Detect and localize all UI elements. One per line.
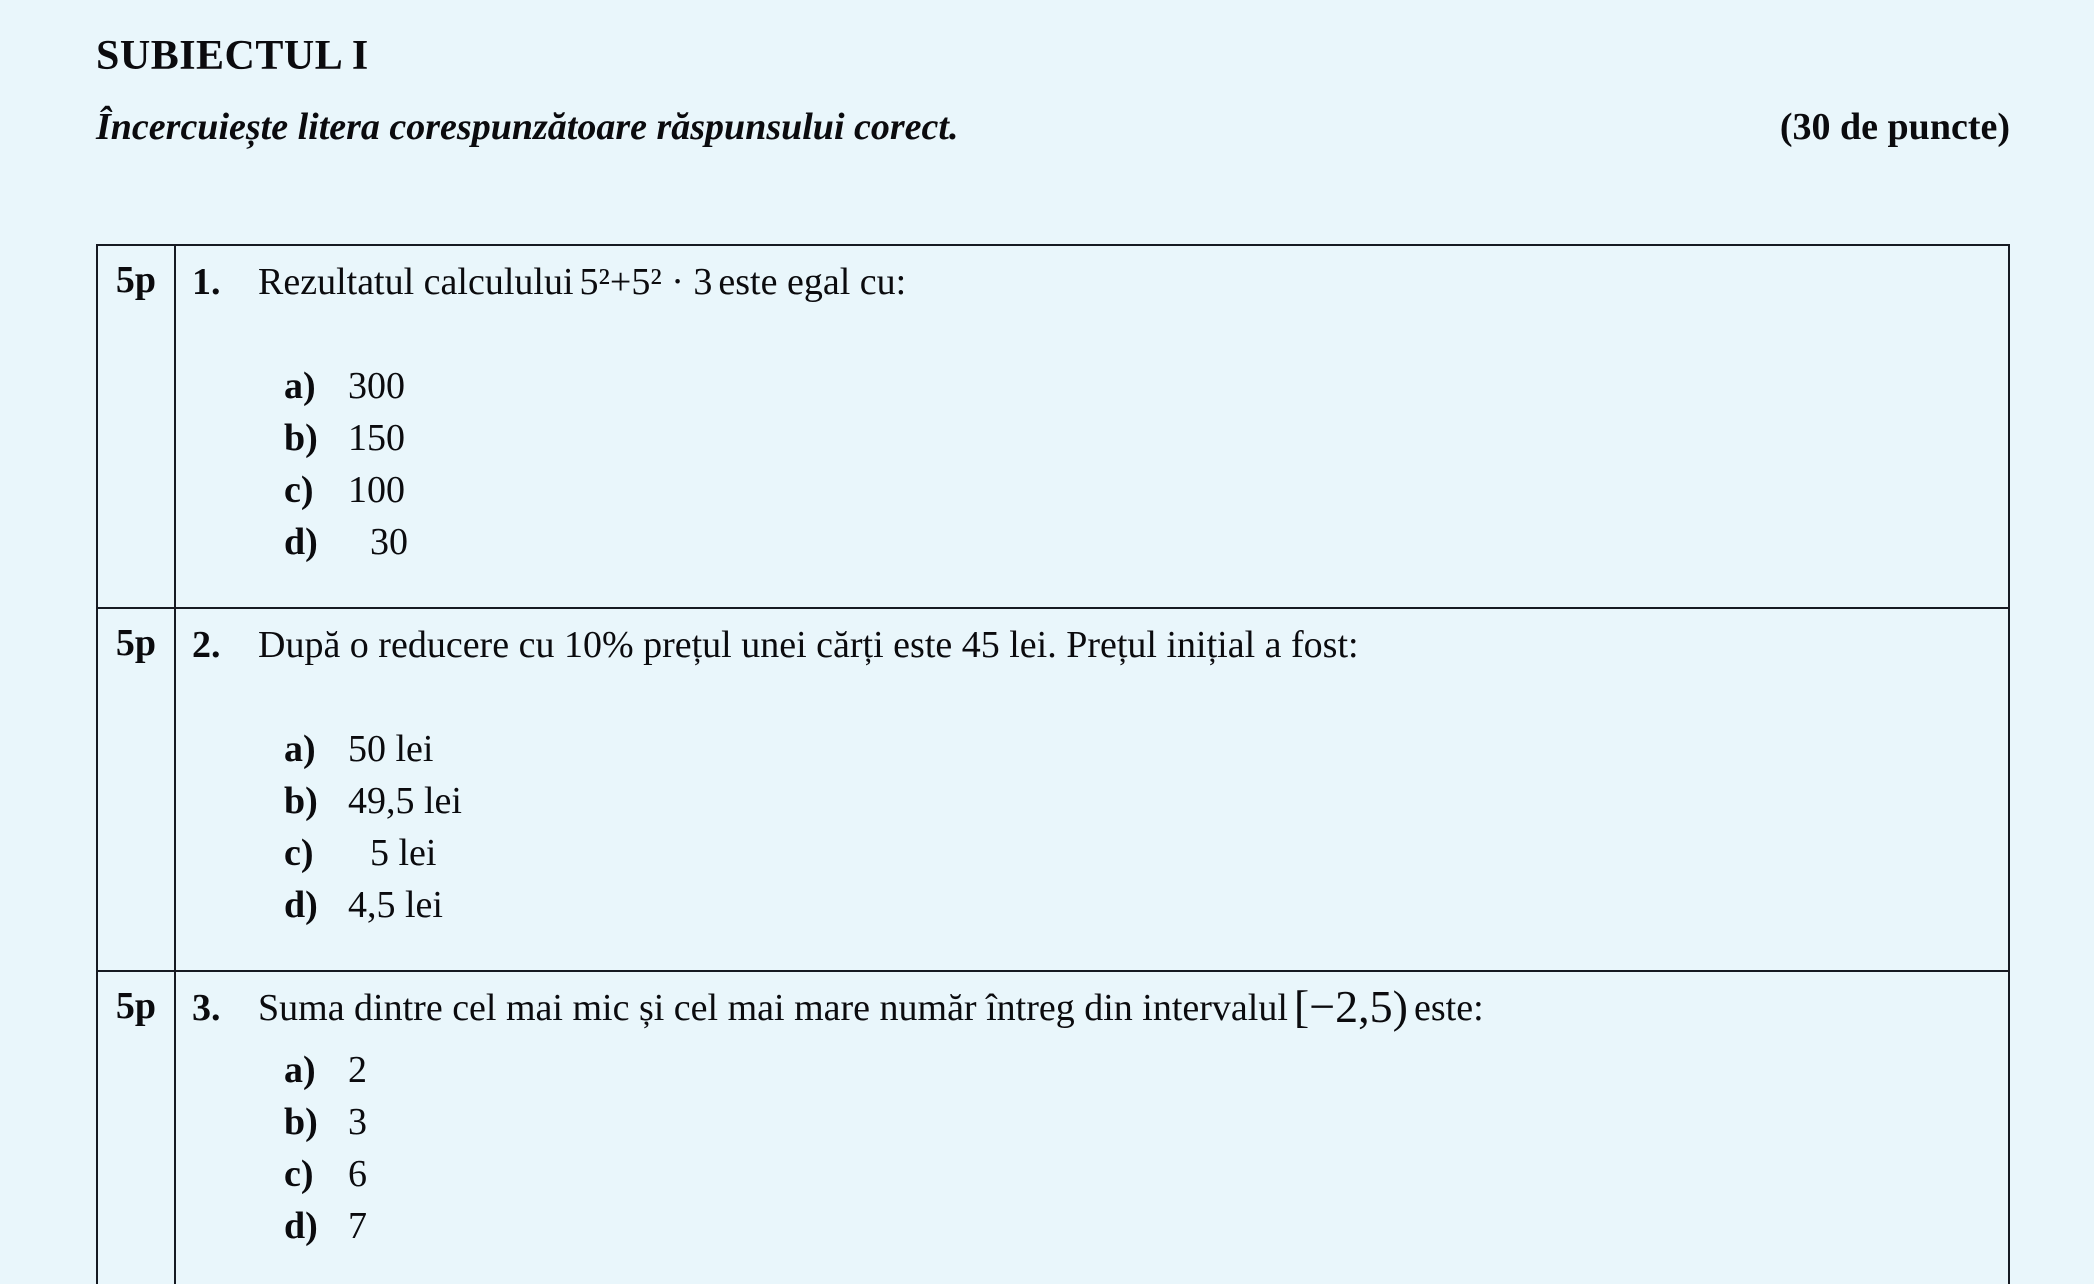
option-1c: [284, 464, 1988, 516]
option-3a-letter: a): [284, 1049, 316, 1091]
option-1c-value: 100: [348, 469, 405, 511]
page-title: SUBIECTUL I: [96, 33, 369, 79]
question-1-text-after: este egal cu:: [718, 261, 907, 303]
option-3c: [284, 1148, 1988, 1200]
question-1-text: [192, 258, 1988, 306]
question-3-options: [192, 1044, 1988, 1252]
question-2-text-before: După o reducere cu 10% prețul unei cărți este 45 lei. Prețul inițial a fost:: [258, 624, 1359, 666]
question-3-number: 3.: [192, 987, 221, 1029]
option-2b-letter: b): [284, 780, 318, 822]
instruction-row: [96, 102, 2010, 152]
option-2a: [284, 723, 1988, 775]
question-1-text-before: Rezultatul calculului: [258, 261, 574, 303]
option-3d-letter: d): [284, 1205, 318, 1247]
question-3-points: 5p: [98, 972, 176, 1284]
option-1a-letter: a): [284, 365, 316, 407]
questions-table: [96, 244, 2010, 1284]
question-row-1: [98, 246, 2008, 607]
question-2-options: [192, 723, 1988, 931]
option-3d-value: 7: [348, 1205, 367, 1247]
option-1a: [284, 360, 1988, 412]
question-1-options: [192, 360, 1988, 568]
option-3b-letter: b): [284, 1101, 318, 1143]
option-2d-letter: d): [284, 884, 318, 926]
option-1b: [284, 412, 1988, 464]
question-1-points: 5p: [98, 246, 176, 607]
option-1d-value: 30: [370, 521, 408, 563]
question-2-cell: [176, 609, 2008, 970]
points-total: (30 de puncte): [1779, 106, 2010, 148]
option-1b-value: 150: [348, 417, 405, 459]
option-1c-letter: c): [284, 469, 314, 511]
question-3-math: [−2,5): [1293, 981, 1408, 1032]
option-2b: [284, 775, 1988, 827]
option-1d-letter: d): [284, 521, 318, 563]
option-2a-value: 50 lei: [348, 728, 434, 770]
option-2c-value: 5 lei: [370, 832, 437, 874]
option-3b: [284, 1096, 1988, 1148]
option-3b-value: 3: [348, 1101, 367, 1143]
question-2-number: 2.: [192, 624, 221, 666]
option-1d: [284, 516, 1988, 568]
question-1-cell: [176, 246, 2008, 607]
question-1-math: 5²+5² · 3: [579, 261, 713, 303]
question-2-points: 5p: [98, 609, 176, 970]
option-3a: [284, 1044, 1988, 1096]
option-2d-value: 4,5 lei: [348, 884, 443, 926]
option-3c-letter: c): [284, 1153, 314, 1195]
option-1a-value: 300: [348, 365, 405, 407]
option-2c: [284, 827, 1988, 879]
option-2a-letter: a): [284, 728, 316, 770]
question-3-text-before: Suma dintre cel mai mic și cel mai mare număr întreg din intervalul: [258, 987, 1288, 1029]
question-3-text-after: este:: [1414, 987, 1484, 1029]
option-3c-value: 6: [348, 1153, 367, 1195]
page-content: [96, 0, 2010, 1284]
question-1-number: 1.: [192, 261, 221, 303]
option-1b-letter: b): [284, 417, 318, 459]
question-3-cell: [176, 972, 2008, 1284]
option-3a-value: 2: [348, 1049, 367, 1091]
option-2c-letter: c): [284, 832, 314, 874]
option-3d: [284, 1200, 1988, 1252]
question-2-text: [192, 621, 1988, 669]
question-3-text: [192, 981, 1988, 1032]
option-2d: [284, 879, 1988, 931]
instruction-text: Încercuiește litera corespunzătoare răspunsului corect.: [96, 106, 959, 148]
question-row-3: [98, 970, 2008, 1284]
option-2b-value: 49,5 lei: [348, 780, 462, 822]
question-row-2: [98, 607, 2008, 970]
